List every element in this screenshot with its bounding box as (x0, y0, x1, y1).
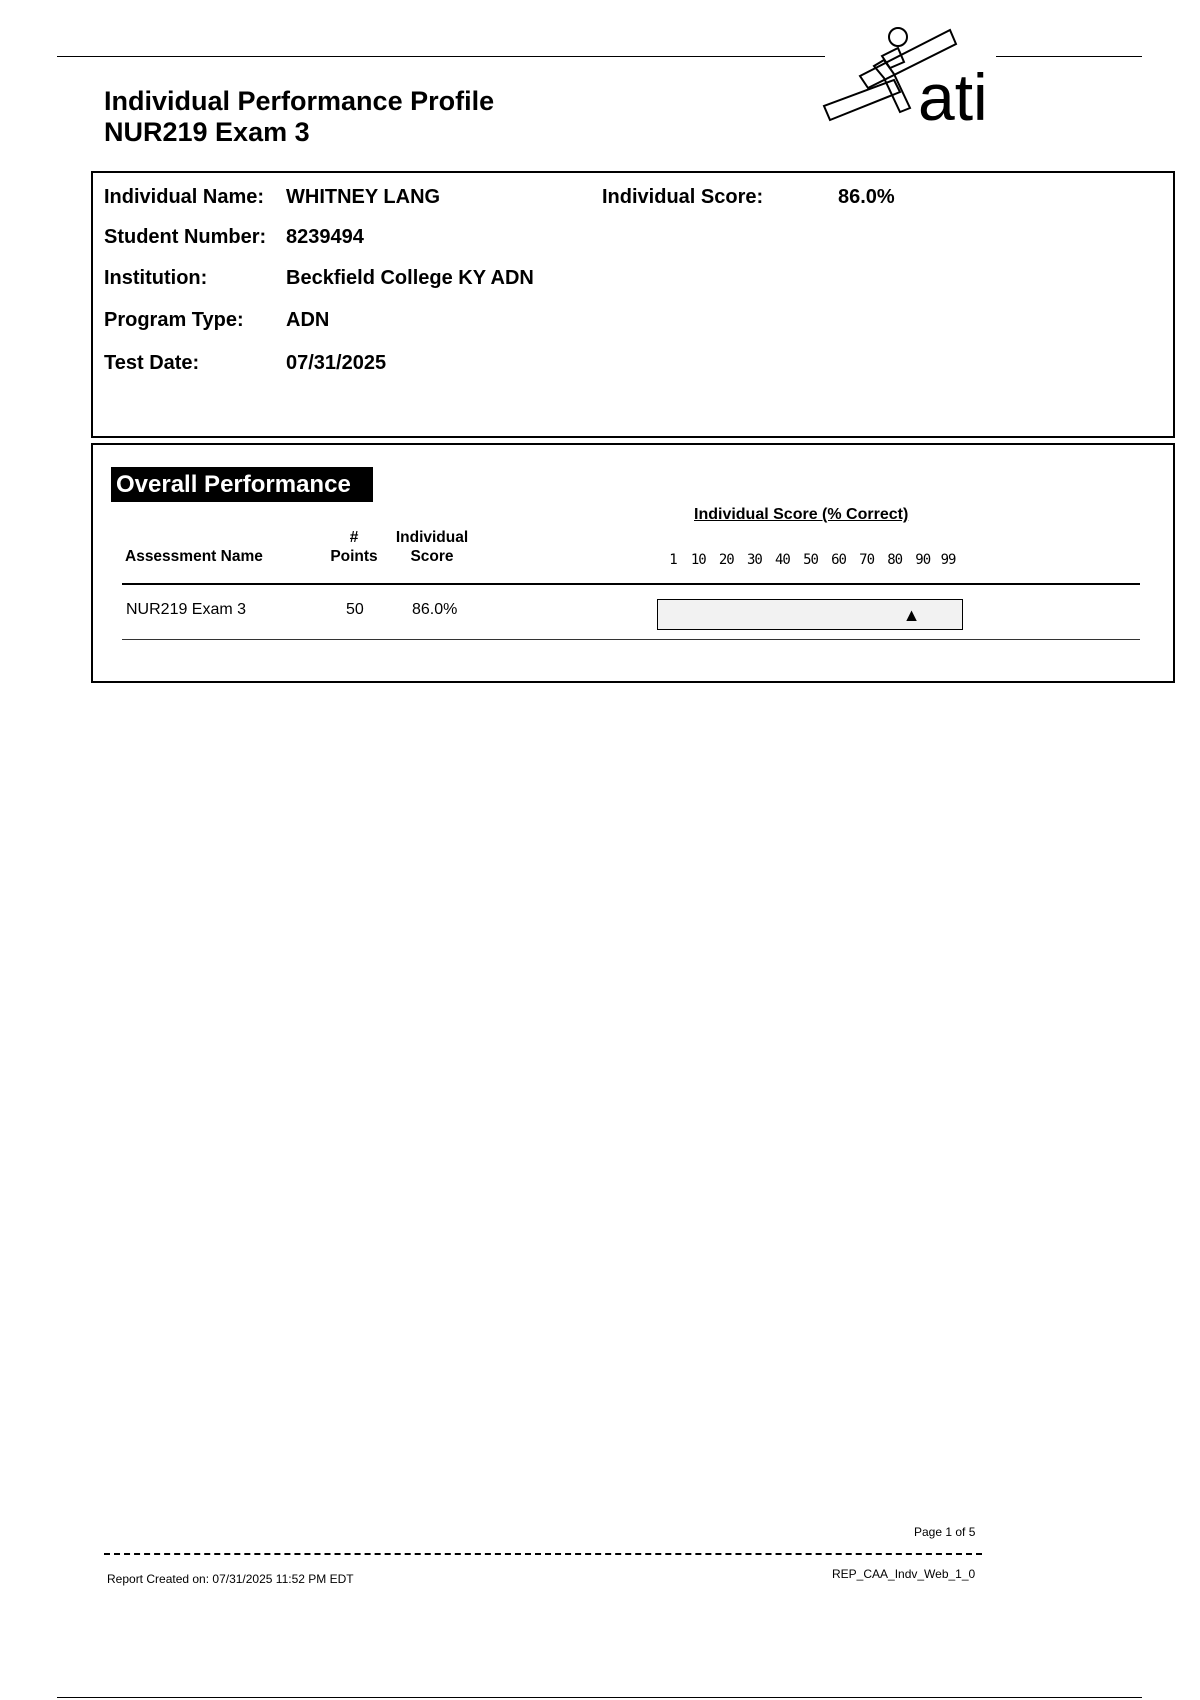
page-title (104, 86, 494, 148)
student-info-box (91, 171, 1175, 438)
bottom-rule (57, 1697, 1142, 1698)
header-rule-left (57, 56, 825, 57)
section-title: Overall Performance (111, 467, 373, 502)
title-line-1: Individual Performance Profile (104, 86, 495, 116)
scale-tick-label: 70 (859, 552, 875, 568)
col-points (324, 528, 384, 566)
row-score: 86.0% (412, 601, 458, 618)
row-points: 50 (346, 601, 364, 618)
score-marker-icon: ▲ (902, 605, 921, 625)
program-type-value: ADN (286, 309, 330, 331)
scale-tick-label: 60 (831, 552, 846, 568)
individual-name-value: WHITNEY LANG (286, 186, 441, 208)
col-score-line-2: Score (410, 548, 454, 565)
institution-label: Institution: (104, 267, 208, 289)
scale-tick-label: 99 (940, 552, 956, 568)
scale-tick-label: 30 (746, 552, 762, 568)
student-number-value: 8239494 (286, 226, 364, 248)
row-assessment-name: NUR219 Exam 3 (126, 601, 247, 618)
svg-text:ati: ati (918, 60, 988, 130)
report-code: REP_CAA_Indv_Web_1_0 (832, 1567, 976, 1581)
institution-value: Beckfield College KY ADN (286, 267, 534, 289)
scale-tick-label: 50 (803, 552, 818, 568)
col-score-line-1: Individual (395, 529, 469, 546)
page-number: Page 1 of 5 (914, 1525, 976, 1539)
scale-tick-label: 80 (887, 552, 903, 568)
scale-tick-label: 10 (690, 552, 706, 568)
test-date-label: Test Date: (104, 352, 200, 374)
test-date-value: 07/31/2025 (286, 352, 387, 374)
scale-tick-label: 90 (915, 552, 931, 568)
student-number-label: Student Number: (104, 226, 267, 248)
col-individual-score (387, 528, 477, 566)
table-row-rule (122, 639, 1140, 640)
table-header-rule (122, 583, 1140, 585)
col-assessment-name: Assessment Name (125, 548, 263, 565)
program-type-label: Program Type: (104, 309, 244, 331)
ati-logo-mark-icon (822, 22, 1002, 130)
title-line-2: NUR219 Exam 3 (104, 117, 310, 147)
ati-logo (822, 22, 1002, 130)
report-created: Report Created on: 07/31/2025 11:52 PM EDT (107, 1572, 354, 1586)
header-rule-right (996, 56, 1142, 57)
scale-tick-label: 40 (775, 552, 790, 568)
col-points-line-1: # (349, 529, 359, 546)
col-points-line-2: Points (330, 548, 378, 565)
individual-score-value: 86.0% (838, 186, 895, 208)
score-scale-title: Individual Score (% Correct) (694, 506, 909, 523)
scale-tick-label: 1 (669, 552, 677, 568)
individual-score-label: Individual Score: (602, 186, 764, 208)
individual-name-label: Individual Name: (104, 186, 265, 208)
footer-dashed-rule (104, 1553, 982, 1555)
scale-tick-label: 20 (718, 552, 734, 568)
